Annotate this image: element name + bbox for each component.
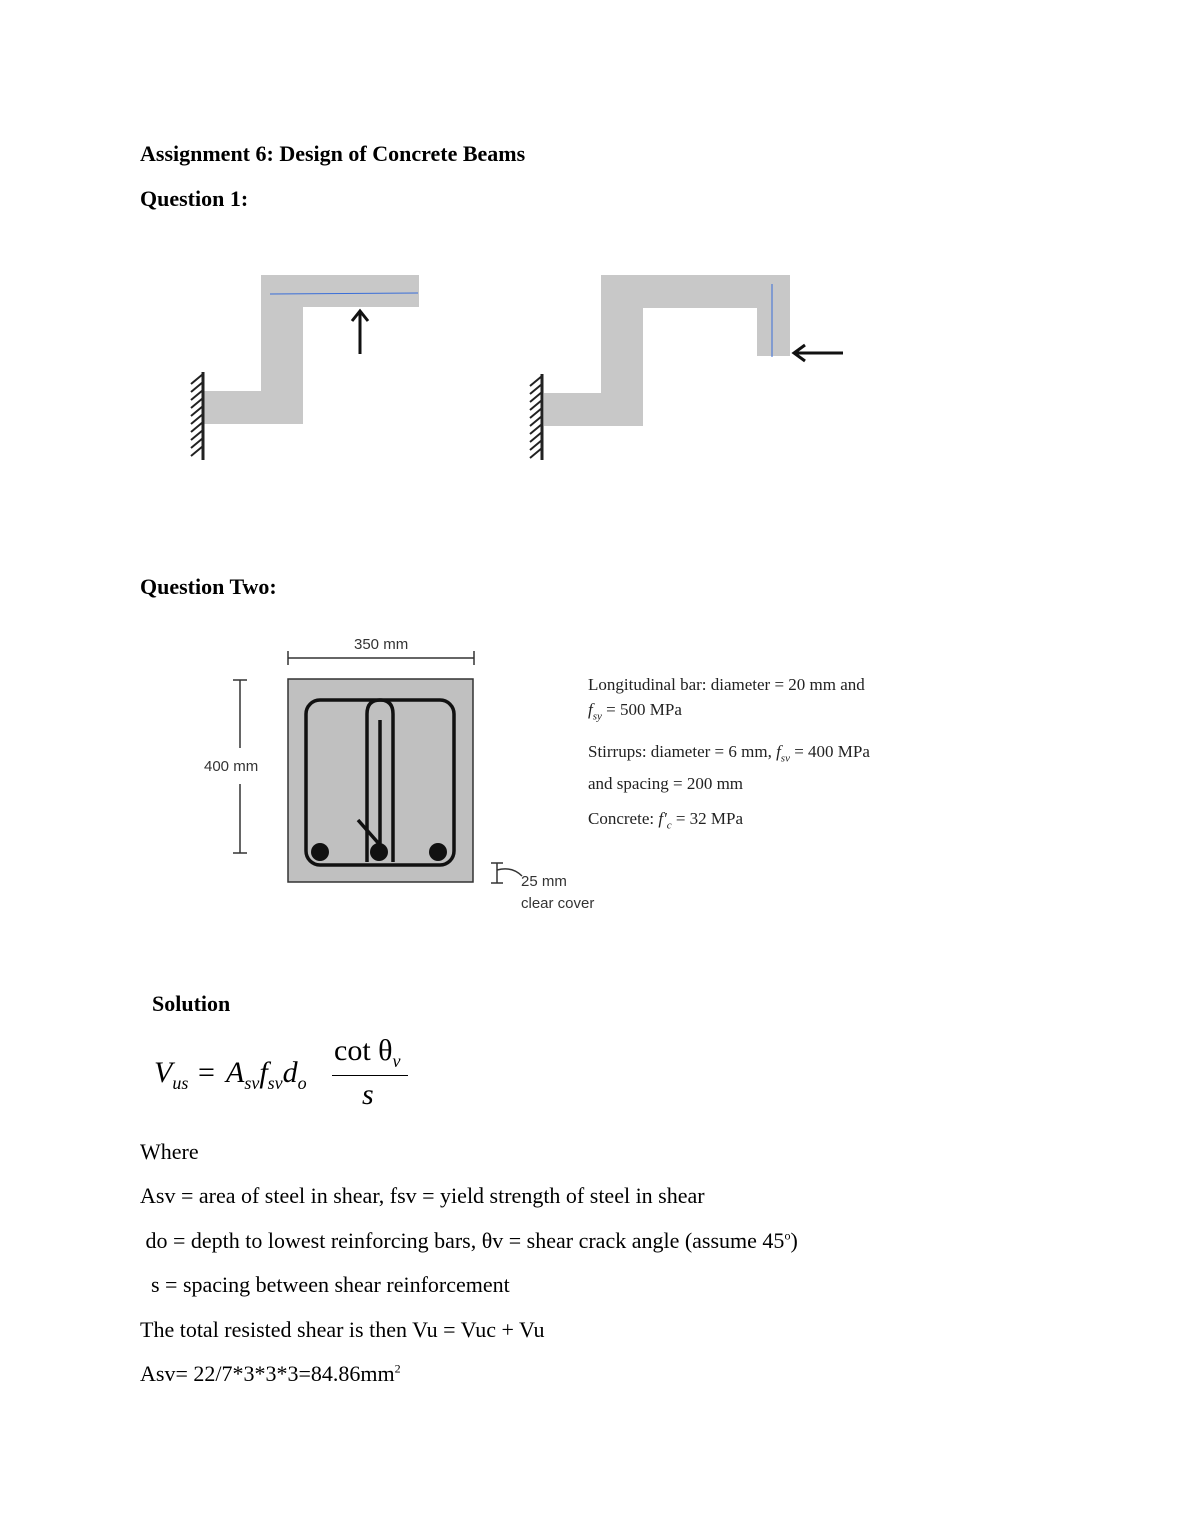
spec-longitudinal-line-1: Longitudinal bar: diameter = 20 mm and — [588, 675, 865, 694]
question-1-figure — [0, 240, 1190, 580]
asv-calculation: $Asv= 22/7*3*3*3=84.86mm^2$ — [140, 1361, 401, 1386]
spec-longitudinal — [588, 672, 865, 729]
question-2-heading: Question Two: — [140, 574, 277, 599]
formula-equals: = — [198, 1056, 215, 1089]
formula-fraction-bar — [332, 1075, 408, 1076]
width-label: 350 mm — [354, 636, 409, 653]
solution-heading: Solution — [152, 991, 231, 1016]
frame-left-body — [204, 275, 419, 424]
where-text: Where — [140, 1139, 199, 1164]
formula-numerator: $\cot \theta_v$ — [334, 1034, 401, 1071]
longitudinal-bar-right — [429, 843, 447, 861]
formula-denominator: s — [362, 1078, 374, 1111]
definition-do: do = depth to lowest reinforcing bars, θv = shear crack angle (assume 45$^o$) — [140, 1228, 798, 1253]
cover-label-2: clear cover — [521, 895, 595, 912]
spec-stirrups-line-2: and spacing = 200 mm — [588, 774, 744, 794]
frame-right — [530, 275, 843, 460]
upward-load-arrow-icon — [352, 311, 368, 354]
frame-right-body — [544, 275, 790, 426]
spec-concrete — [588, 806, 743, 838]
spec-stirrups — [588, 739, 870, 796]
document-title: Assignment 6: Design of Concrete Beams — [140, 141, 526, 166]
frame-left — [191, 275, 419, 460]
width-dimension — [288, 651, 474, 665]
longitudinal-bar-left — [311, 843, 329, 861]
question-1-heading: Question 1: — [140, 186, 249, 211]
cover-marker — [491, 863, 522, 883]
cover-label-1: 25 mm — [521, 873, 567, 890]
formula-lhs: $V_{us}$ — [154, 1056, 189, 1093]
height-label: 400 mm — [204, 758, 259, 775]
frame-right-hatch — [530, 376, 542, 458]
spec-concrete-line: Concrete: $f'_c = 32$ MPa — [588, 809, 744, 832]
frame-left-hatch — [191, 374, 203, 456]
spec-longitudinal-line-2: $f_{sy} = 500$ MPa — [588, 700, 682, 723]
total-shear-text: The total resisted shear is then Vu = Vuc + Vu — [140, 1317, 545, 1342]
definition-s: s = spacing between shear reinforcement — [140, 1272, 510, 1297]
leftward-load-arrow-icon — [794, 345, 843, 361]
definition-asv: Asv = area of steel in shear, fsv = yield strength of steel in shear — [140, 1183, 705, 1208]
formula-product: $A_{sv}f_{sv}d_o$ — [226, 1056, 307, 1093]
spec-stirrups-line-1: Stirrups: diameter = 6 mm, $f_{sv} = 400$ MPa — [588, 742, 870, 765]
longitudinal-bar-middle — [370, 843, 388, 861]
